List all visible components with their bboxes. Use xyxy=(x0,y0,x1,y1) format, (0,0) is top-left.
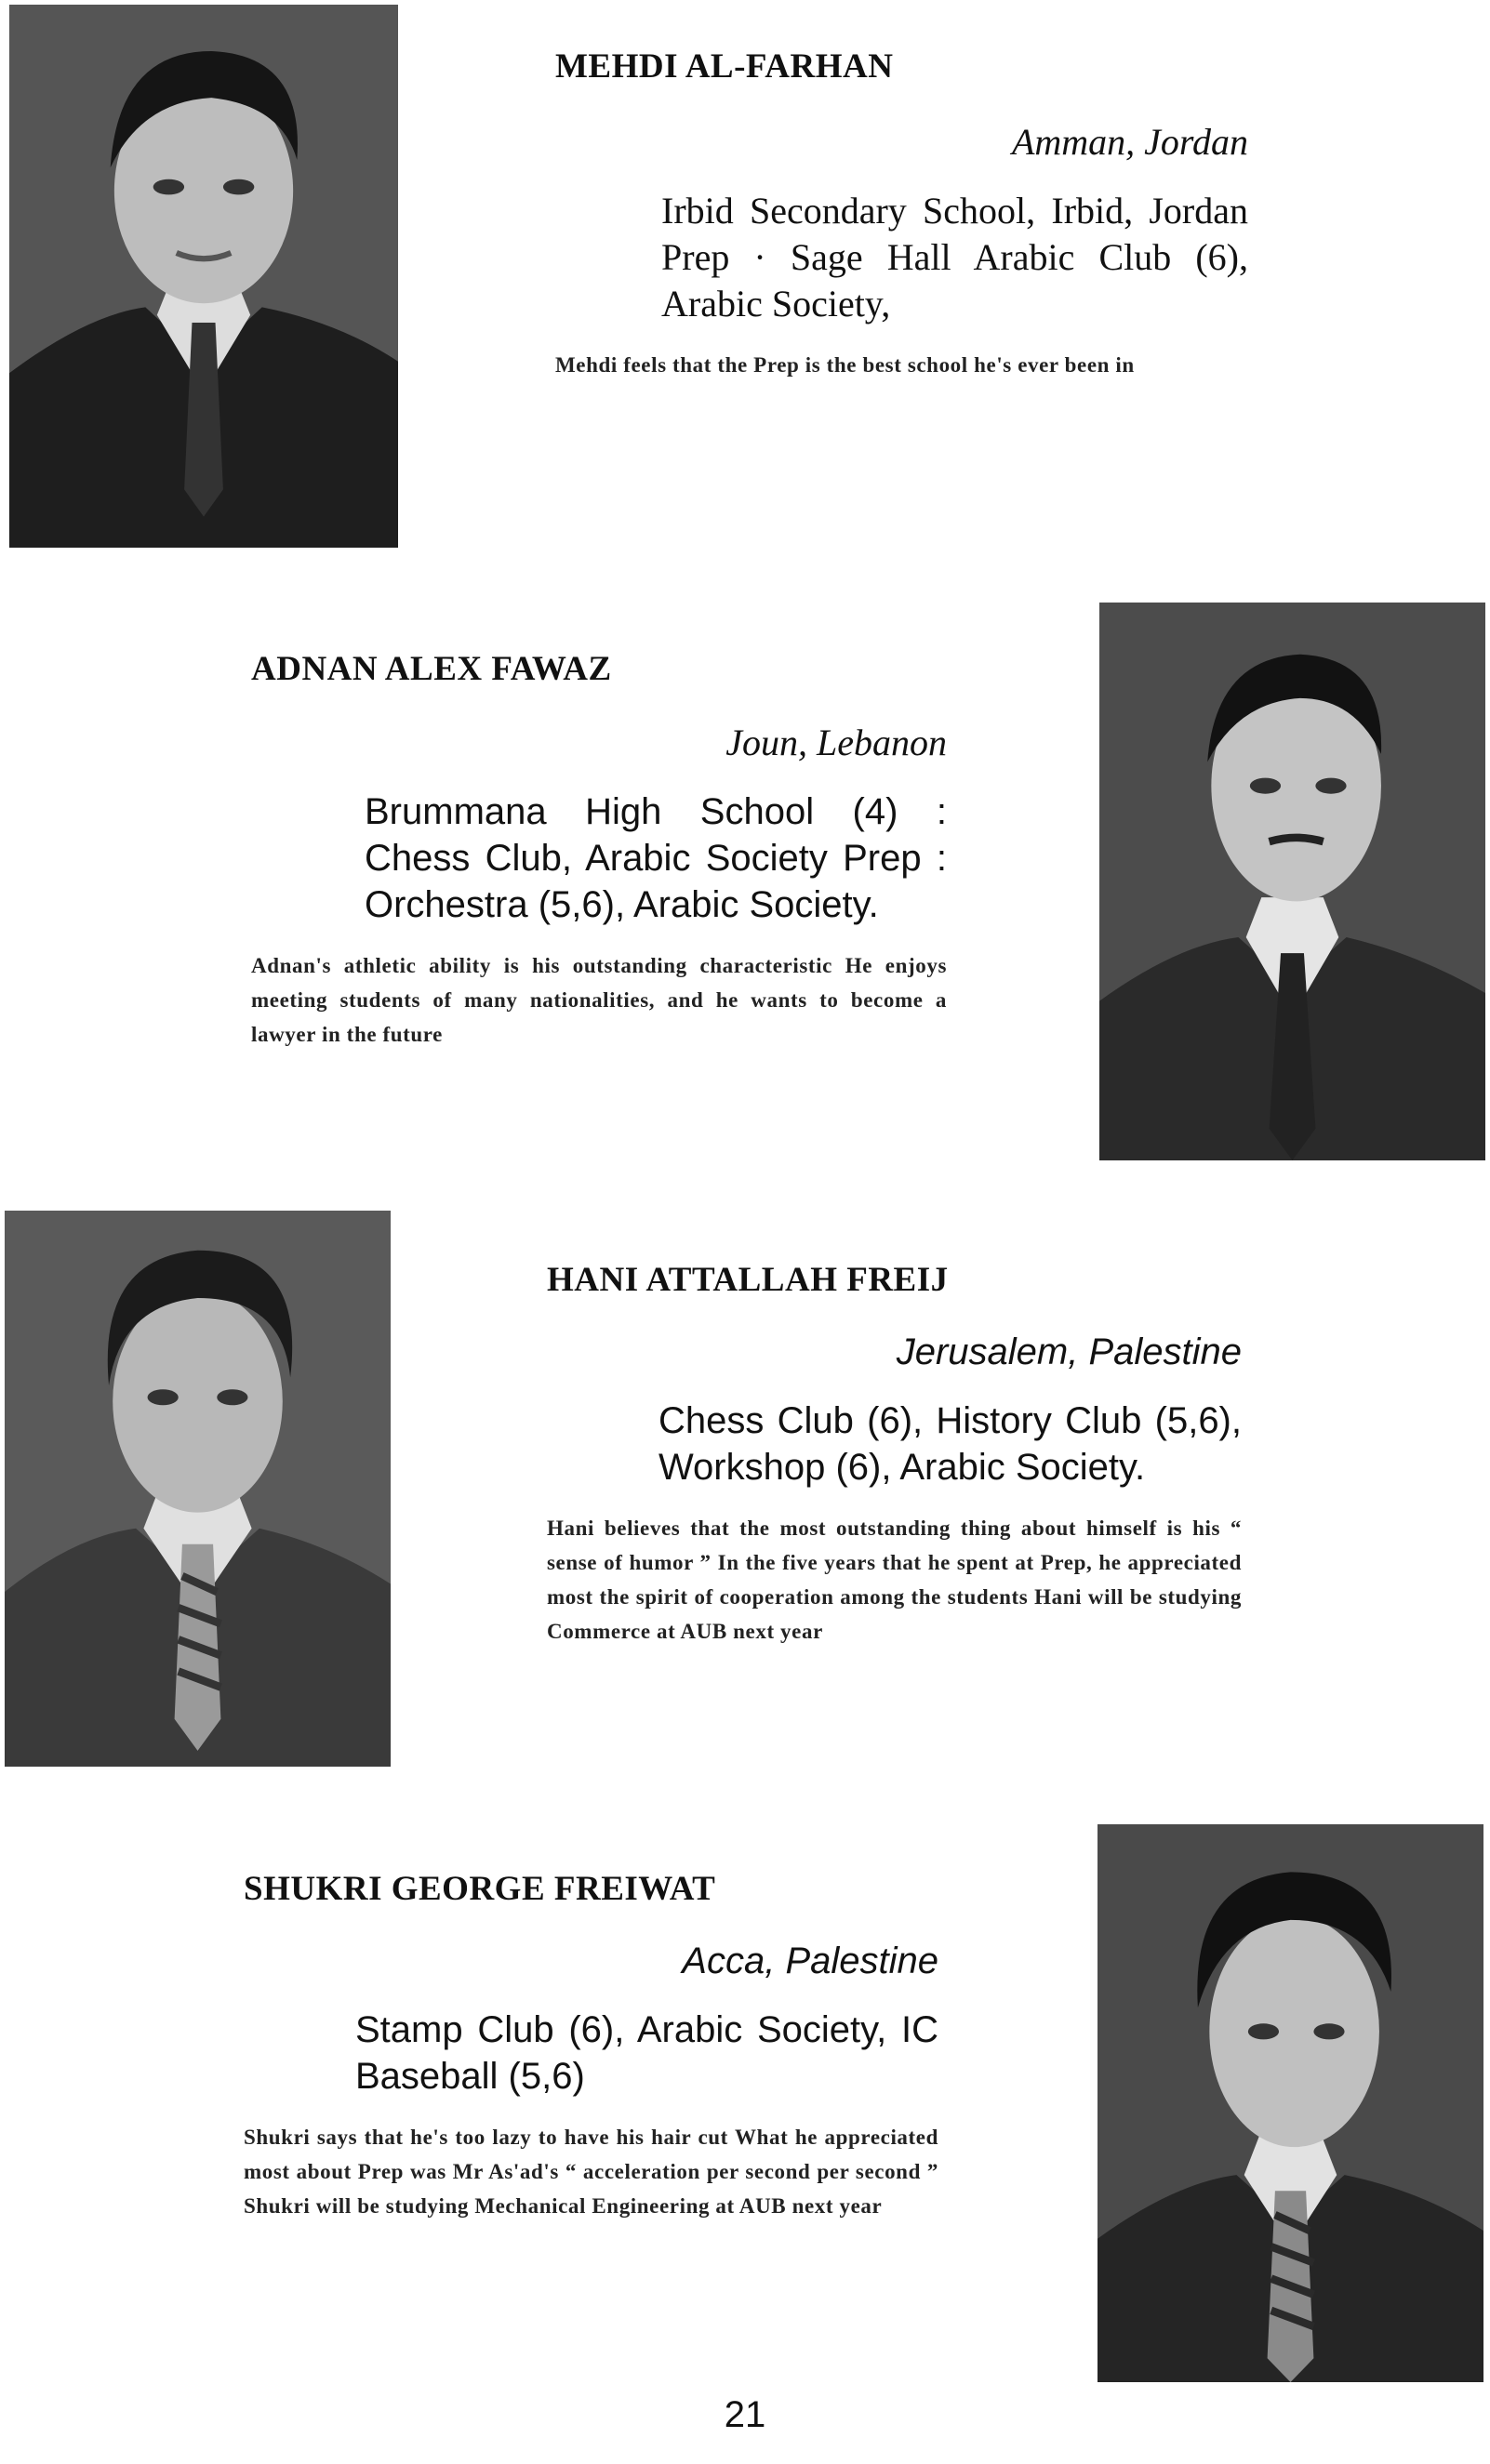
student-hometown: Amman, Jordan xyxy=(1011,121,1248,163)
portrait-photo-hani xyxy=(5,1211,391,1767)
student-description: Adnan's athletic ability is his outstanding characteristic He enjoys meeting students of many nationalities, and he wants to become a lawyer in the future xyxy=(251,954,947,1046)
student-name: SHUKRI GEORGE FREIWAT xyxy=(244,1870,716,1908)
student-entry-4 xyxy=(244,1869,938,2223)
student-entry-2 xyxy=(251,649,947,1052)
student-activities: Brummana High School (4) : Chess Club, Arabic Society Prep : Orchestra (5,6), Arabic Society. xyxy=(365,791,947,925)
portrait-photo-adnan xyxy=(1099,603,1485,1160)
student-hometown: Acca, Palestine xyxy=(682,1941,938,1981)
student-name: MEHDI AL-FARHAN xyxy=(555,47,894,86)
page-number: 21 xyxy=(724,2394,766,2435)
student-description: Hani believes that the most outstanding thing about himself is his “ sense of humor ” In the five years that he spent at Prep, he appreciated most the spirit of cooperation among the students Hani will be studying Commerce at AUB next year xyxy=(547,1517,1242,1643)
student-description: Mehdi feels that the Prep is the best school he's ever been in xyxy=(555,353,1135,377)
portrait-photo-shukri xyxy=(1098,1824,1483,2382)
student-hometown: Joun, Lebanon xyxy=(725,722,947,763)
student-name: HANI ATTALLAH FREIJ xyxy=(547,1261,949,1299)
student-hometown: Jerusalem, Palestine xyxy=(896,1331,1242,1372)
student-entry-3 xyxy=(547,1260,1242,1649)
student-entry-1 xyxy=(555,46,1248,382)
portrait-photo-mehdi xyxy=(9,5,398,548)
student-activities: Irbid Secondary School, Irbid, Jordan Prep · Sage Hall Arabic Club (6), Arabic Society, xyxy=(661,190,1248,325)
student-name: ADNAN ALEX FAWAZ xyxy=(251,650,612,688)
student-activities: Stamp Club (6), Arabic Society, IC Baseball (5,6) xyxy=(355,2009,938,2097)
student-description: Shukri says that he's too lazy to have his hair cut What he appreciated most about Prep was Mr As'ad's “ acceleration per second per second ” Shukri will be studying Mechanical Engineering at AUB next year xyxy=(244,2126,938,2218)
student-activities: Chess Club (6), History Club (5,6), Workshop (6), Arabic Society. xyxy=(659,1400,1242,1488)
